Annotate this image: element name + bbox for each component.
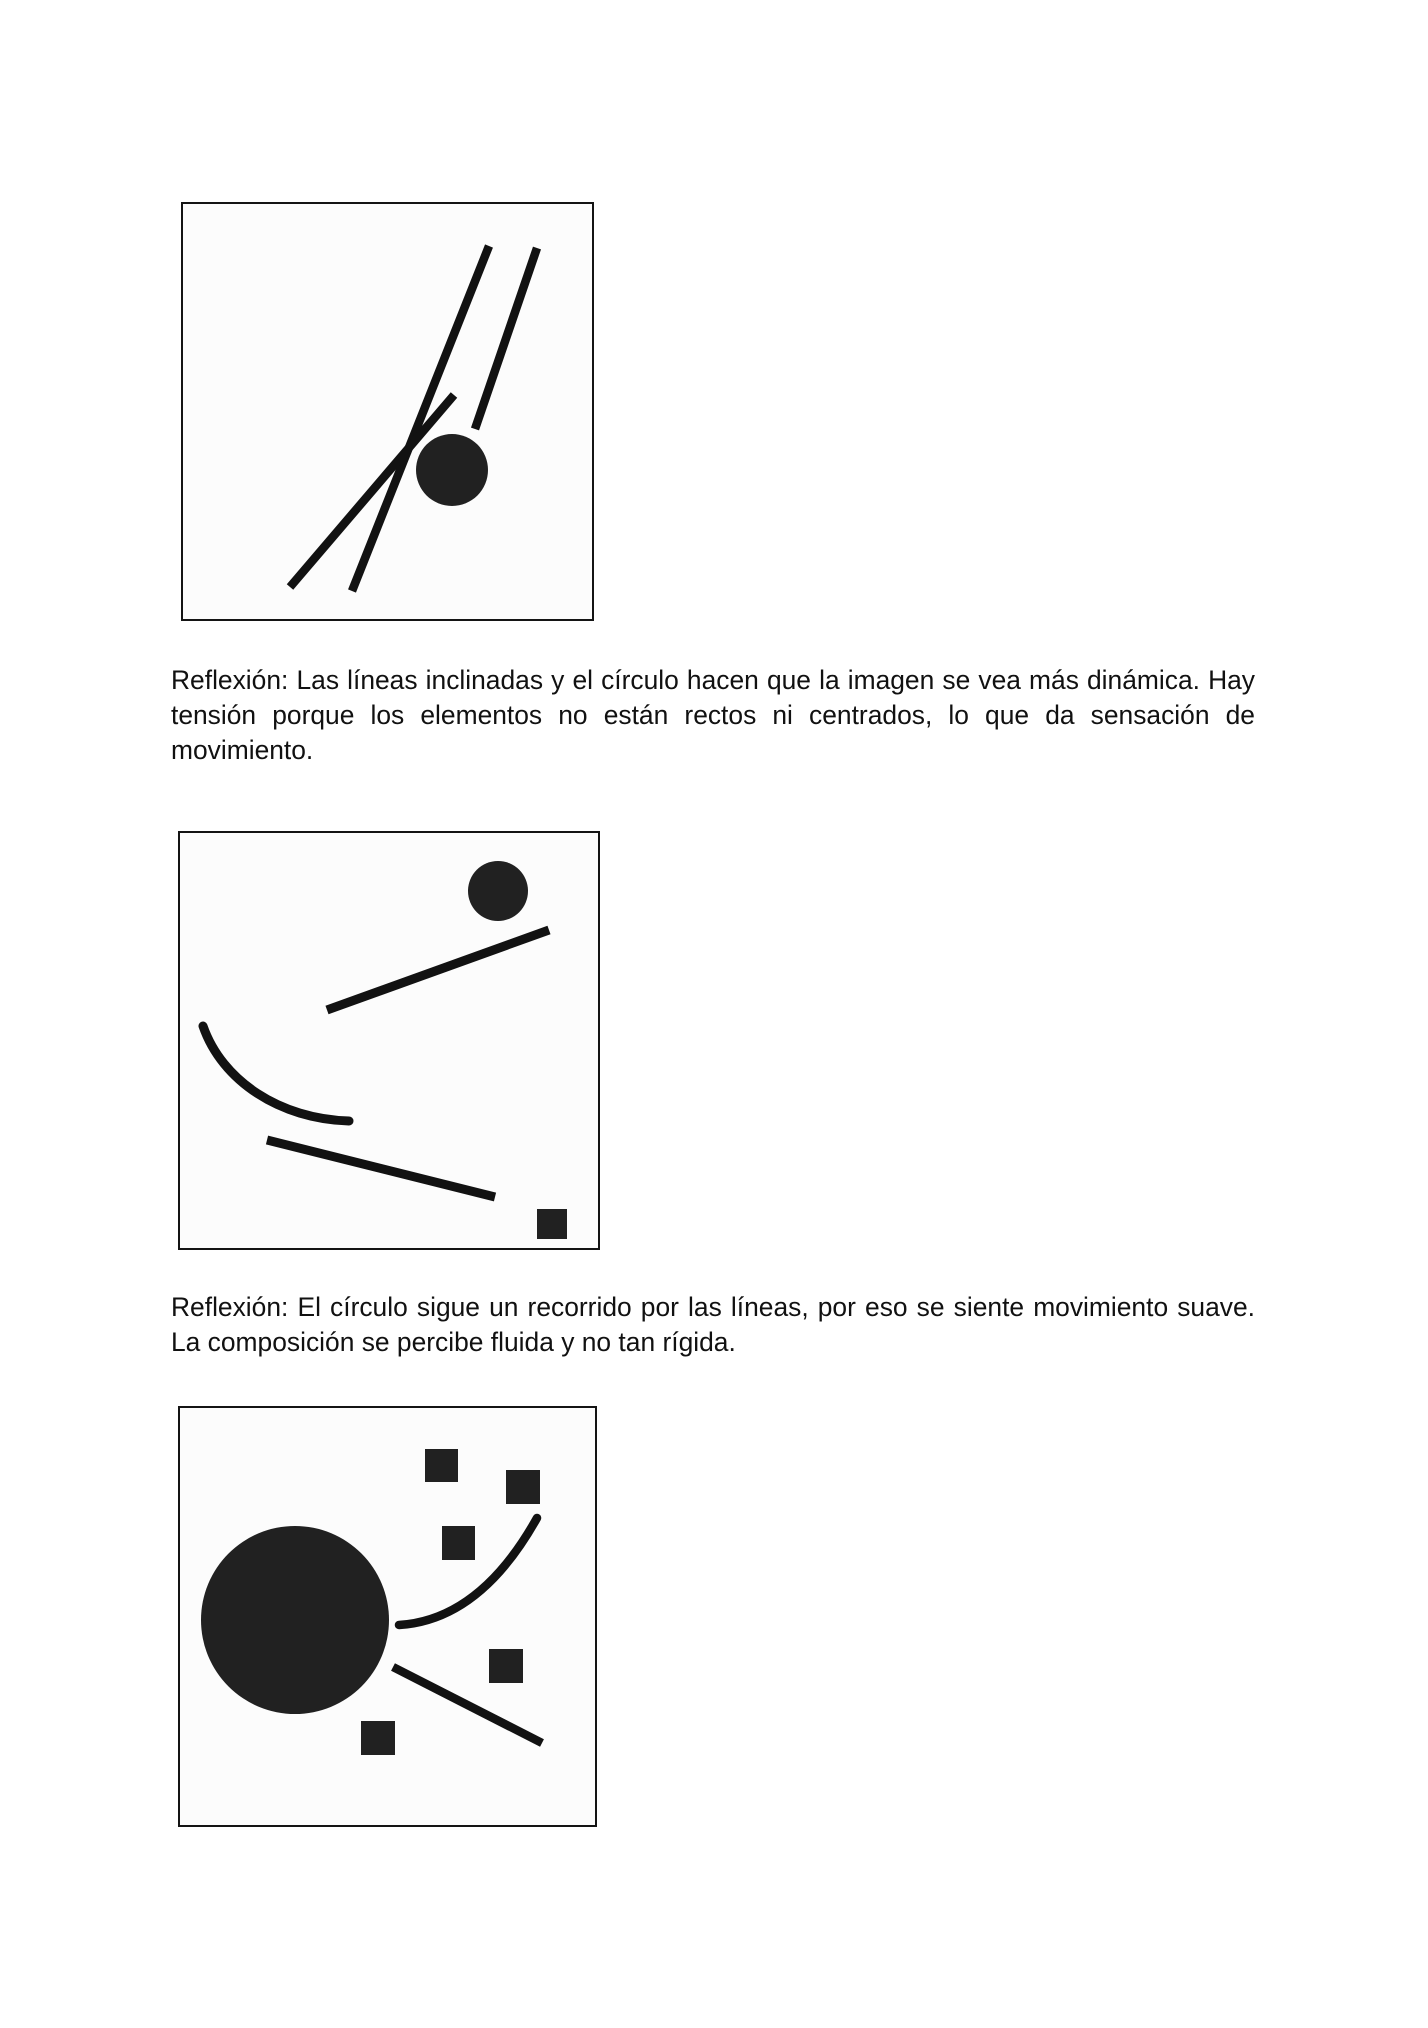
descending-curve	[203, 1026, 349, 1121]
figure-1-inclined-lines-and-circle-canvas	[183, 204, 592, 619]
large-solid-circle	[201, 1526, 389, 1714]
figure-box-2	[178, 831, 600, 1250]
figure-box-1	[181, 202, 594, 621]
small-solid-square-1	[425, 1449, 458, 1482]
ascending-line	[327, 930, 549, 1010]
solid-circle	[416, 434, 488, 506]
solid-circle	[468, 861, 528, 921]
small-solid-square-2	[506, 1470, 540, 1504]
long-diagonal-line	[352, 246, 489, 591]
short-diagonal-line	[475, 248, 537, 429]
descending-line	[267, 1140, 495, 1197]
small-solid-square-4	[489, 1649, 523, 1683]
reflection-paragraph-1: Reflexión: Las líneas inclinadas y el círculo hacen que la imagen se vea más dinámica. Hay tensión porque los elementos no están rectos ni centrados, lo que da sensación de movimiento.	[171, 665, 1255, 765]
reflection-paragraph-2: Reflexión: El círculo sigue un recorrido por las líneas, por eso se siente movimiento suave. La composición se percibe fluida y no tan rígida.	[171, 1292, 1255, 1357]
small-solid-square-3	[442, 1526, 475, 1560]
small-solid-square	[537, 1209, 567, 1239]
small-solid-square-5	[361, 1721, 395, 1755]
figure-3-large-circle-with-squares-canvas	[180, 1408, 595, 1825]
figure-2-path-of-lines-with-circle-canvas	[180, 833, 598, 1248]
figure-box-3	[178, 1406, 597, 1827]
